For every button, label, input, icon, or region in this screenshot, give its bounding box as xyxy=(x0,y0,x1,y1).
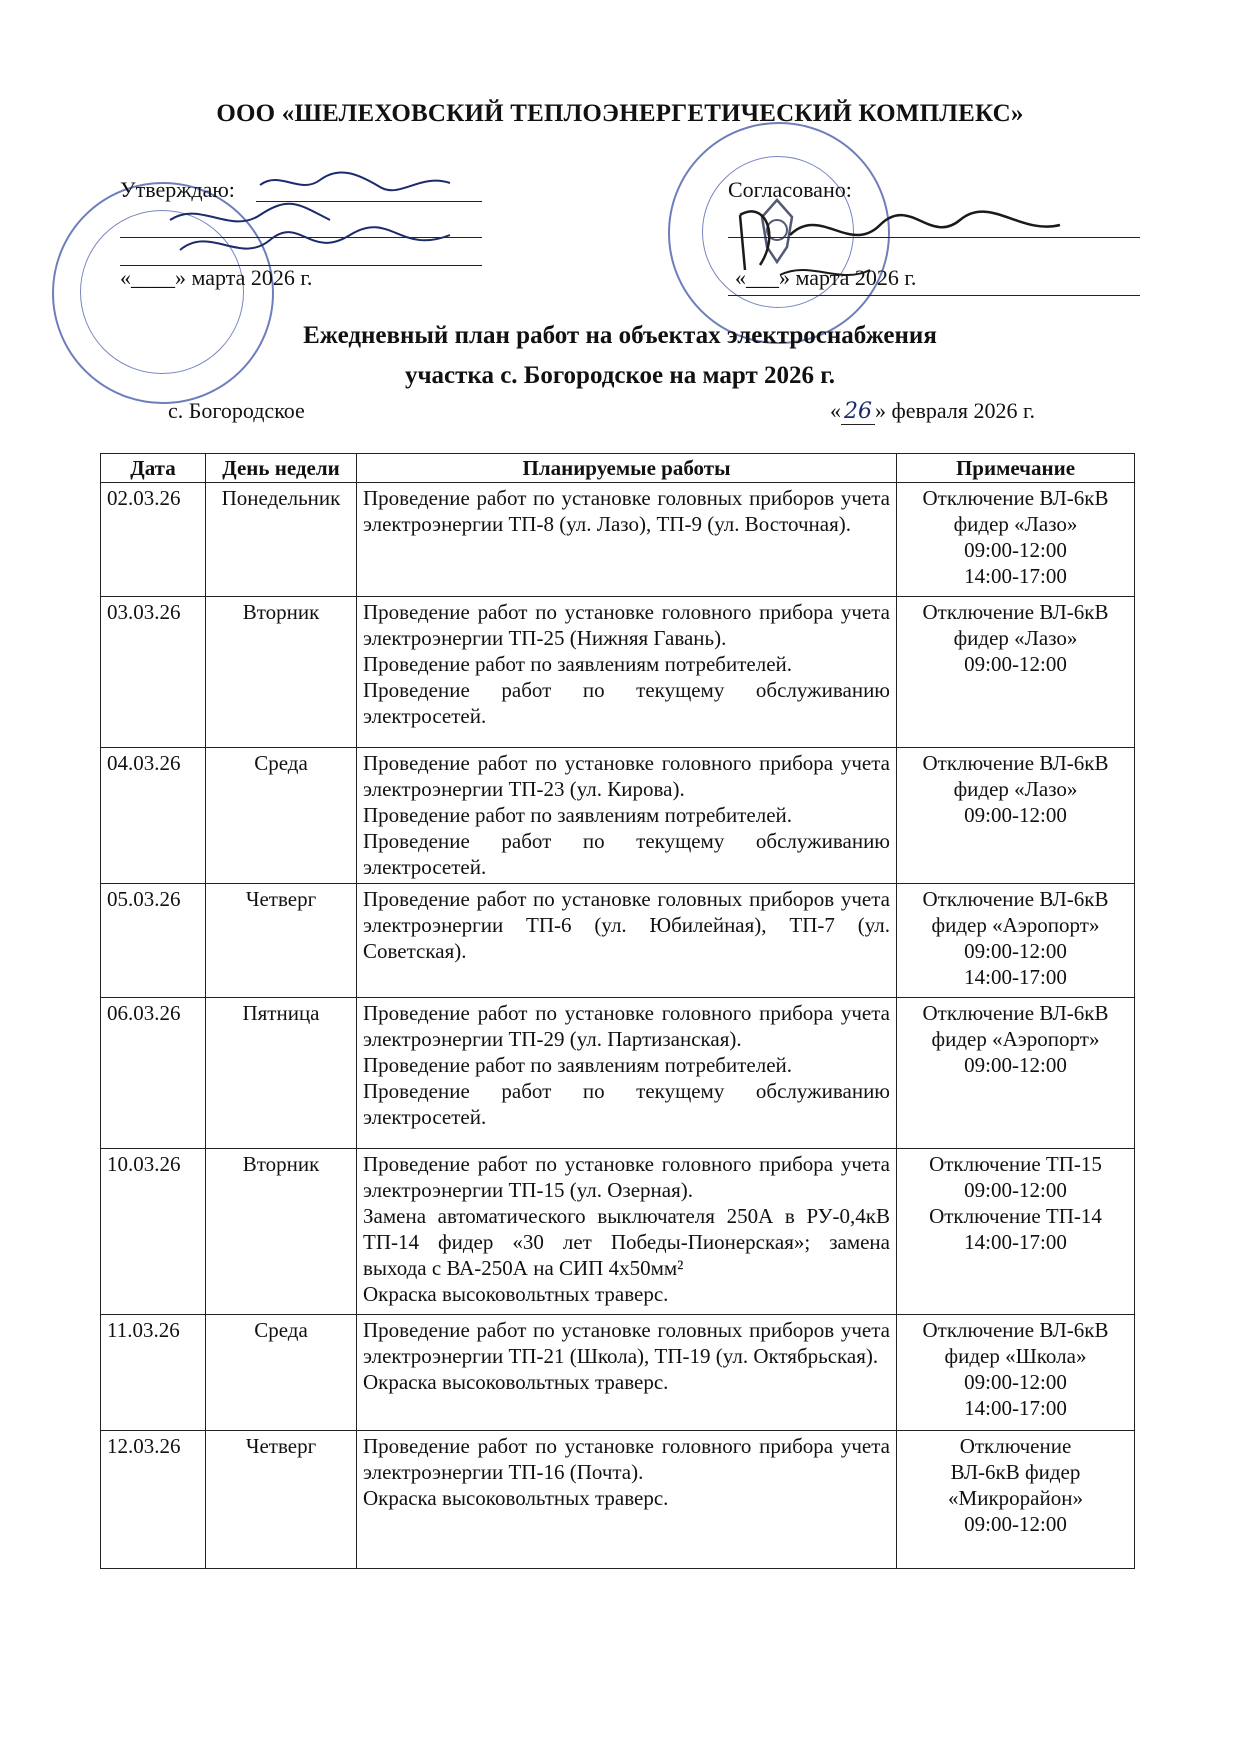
note-line: Отключение ВЛ-6кВ xyxy=(922,486,1109,511)
note-line: Отключение ВЛ-6кВ xyxy=(922,1001,1109,1026)
note-line: Отключение ВЛ-6кВ xyxy=(922,751,1109,776)
note-line: фидер «Лазо» xyxy=(953,626,1078,651)
note-line: «Микрорайон» xyxy=(948,1486,1083,1511)
work-item: Проведение работ по установке головного прибора учета электроэнергии ТП-23 (ул. Кирова). xyxy=(363,751,890,802)
table-row xyxy=(101,998,1135,1149)
work-item: Окраска высоковольтных траверс. xyxy=(363,1370,669,1395)
header-date: Дата xyxy=(101,454,206,483)
cell-planned-works xyxy=(357,748,897,884)
cell-weekday: Среда xyxy=(206,1315,357,1431)
note-line: 09:00-12:00 xyxy=(964,1053,1067,1078)
plan-title-line-2: участка с. Богородское на март 2026 г. xyxy=(404,362,836,389)
table-header-row xyxy=(101,454,1135,483)
note-line: фидер «Аэропорт» xyxy=(931,1027,1100,1052)
document-date-rest: » февраля 2026 г. xyxy=(875,398,1036,423)
cell-weekday: Пятница xyxy=(206,998,357,1149)
cell-weekday: Среда xyxy=(206,748,357,884)
note-line: Отключение ВЛ-6кВ xyxy=(922,600,1109,625)
note-line: 09:00-12:00 xyxy=(964,1512,1067,1537)
work-item: Проведение работ по установке головных приборов учета электроэнергии ТП-21 (Школа), ТП-19 (ул. Октябрьская). xyxy=(363,1318,890,1369)
work-item: Проведение работ по установке головного прибора учета электроэнергии ТП-25 (Нижняя Гавань). xyxy=(363,600,890,651)
cell-planned-works xyxy=(357,483,897,597)
note-line: фидер «Школа» xyxy=(944,1344,1087,1369)
cell-weekday: Вторник xyxy=(206,1149,357,1315)
work-item: Проведение работ по установке головного прибора учета электроэнергии ТП-29 (ул. Партизанская). xyxy=(363,1001,890,1052)
header-weekday: День недели xyxy=(206,454,357,483)
note-line: Отключение ВЛ-6кВ xyxy=(922,1318,1109,1343)
agree-label: Согласовано: xyxy=(728,177,852,202)
cell-weekday: Вторник xyxy=(206,597,357,748)
document-date-day: 26 xyxy=(841,399,875,425)
work-item: Проведение работ по заявлениям потребителей. xyxy=(363,1053,793,1078)
work-item: Проведение работ по текущему обслуживанию электросетей. xyxy=(363,829,890,880)
note-line: ВЛ-6кВ фидер xyxy=(950,1460,1081,1485)
table-row xyxy=(101,1149,1135,1315)
work-item: Окраска высоковольтных траверс. xyxy=(363,1486,669,1511)
cell-note xyxy=(897,884,1135,998)
note-line: 14:00-17:00 xyxy=(964,1396,1067,1421)
approve-label: Утверждаю: xyxy=(120,177,235,202)
work-item: Проведение работ по установке головного прибора учета электроэнергии ТП-15 (ул. Озерная). xyxy=(363,1152,890,1203)
organization-title: ООО «ШЕЛЕХОВСКИЙ ТЕПЛОЭНЕРГЕТИЧЕСКИЙ КОМПЛЕКС» xyxy=(216,100,1024,127)
cell-date: 10.03.26 xyxy=(101,1149,206,1315)
note-line: Отключение ТП-14 xyxy=(929,1204,1102,1229)
cell-note xyxy=(897,998,1135,1149)
approve-signature xyxy=(150,165,480,275)
cell-planned-works xyxy=(357,998,897,1149)
header-note: Примечание xyxy=(897,454,1135,483)
cell-date: 05.03.26 xyxy=(101,884,206,998)
plan-title-line-1: Ежедневный план работ на объектах электроснабжения xyxy=(303,322,937,349)
work-item: Проведение работ по текущему обслуживанию электросетей. xyxy=(363,678,890,729)
cell-weekday: Понедельник xyxy=(206,483,357,597)
note-line: 09:00-12:00 xyxy=(964,939,1067,964)
cell-date: 02.03.26 xyxy=(101,483,206,597)
cell-note xyxy=(897,1315,1135,1431)
document-date xyxy=(830,398,1035,425)
note-line: 09:00-12:00 xyxy=(964,1178,1067,1203)
cell-planned-works xyxy=(357,597,897,748)
note-line: Отключение xyxy=(959,1434,1072,1459)
approve-date: «____» марта 2026 г. xyxy=(120,265,313,290)
table-body xyxy=(101,483,1135,1569)
cell-note xyxy=(897,748,1135,884)
cell-weekday: Четверг xyxy=(206,1431,357,1569)
note-line: 14:00-17:00 xyxy=(964,564,1067,589)
table-row xyxy=(101,597,1135,748)
note-line: фидер «Аэропорт» xyxy=(931,913,1100,938)
note-line: 09:00-12:00 xyxy=(964,1370,1067,1395)
document-date-open: « xyxy=(830,398,841,423)
work-item: Проведение работ по заявлениям потребителей. xyxy=(363,803,793,828)
table-row xyxy=(101,483,1135,597)
note-line: 14:00-17:00 xyxy=(964,965,1067,990)
cell-planned-works xyxy=(357,1315,897,1431)
work-item: Проведение работ по заявлениям потребителей. xyxy=(363,652,793,677)
table-row xyxy=(101,748,1135,884)
table-row xyxy=(101,1315,1135,1431)
agree-signature xyxy=(720,175,1080,295)
note-line: фидер «Лазо» xyxy=(953,512,1078,537)
note-line: 14:00-17:00 xyxy=(964,1230,1067,1255)
cell-planned-works xyxy=(357,1431,897,1569)
note-line: Отключение ВЛ-6кВ xyxy=(922,887,1109,912)
cell-date: 04.03.26 xyxy=(101,748,206,884)
cell-date: 06.03.26 xyxy=(101,998,206,1149)
cell-planned-works xyxy=(357,884,897,998)
header-planned-works: Планируемые работы xyxy=(357,454,897,483)
note-line: 09:00-12:00 xyxy=(964,652,1067,677)
work-item: Замена автоматического выключателя 250А в РУ-0,4кВ ТП-14 фидер «30 лет Победы-Пионерская»; замена выхода с ВА-250А на СИП 4х50мм² xyxy=(363,1204,890,1281)
note-line: 09:00-12:00 xyxy=(964,538,1067,563)
cell-date: 11.03.26 xyxy=(101,1315,206,1431)
cell-weekday: Четверг xyxy=(206,884,357,998)
work-item: Проведение работ по установке головного прибора учета электроэнергии ТП-16 (Почта). xyxy=(363,1434,890,1485)
cell-planned-works xyxy=(357,1149,897,1315)
work-item: Проведение работ по установке головных приборов учета электроэнергии ТП-6 (ул. Юбилейная), ТП-7 (ул. Советская). xyxy=(363,887,890,964)
cell-note xyxy=(897,597,1135,748)
work-item: Проведение работ по текущему обслуживанию электросетей. xyxy=(363,1079,890,1130)
work-item: Окраска высоковольтных траверс. xyxy=(363,1282,669,1307)
work-item: Проведение работ по установке головных приборов учета электроэнергии ТП-8 (ул. Лазо), ТП-9 (ул. Восточная). xyxy=(363,486,890,537)
agree-date: «___» марта 2026 г. xyxy=(735,265,917,290)
cell-note xyxy=(897,1431,1135,1569)
agree-line-2 xyxy=(728,295,1140,296)
note-line: Отключение ТП-15 xyxy=(929,1152,1102,1177)
place-name: с. Богородское xyxy=(168,398,305,423)
table-row xyxy=(101,1431,1135,1569)
note-line: 09:00-12:00 xyxy=(964,803,1067,828)
cell-date: 12.03.26 xyxy=(101,1431,206,1569)
cell-note xyxy=(897,1149,1135,1315)
table-row xyxy=(101,884,1135,998)
cell-note xyxy=(897,483,1135,597)
note-line: фидер «Лазо» xyxy=(953,777,1078,802)
work-plan-table xyxy=(100,453,1135,1569)
cell-date: 03.03.26 xyxy=(101,597,206,748)
